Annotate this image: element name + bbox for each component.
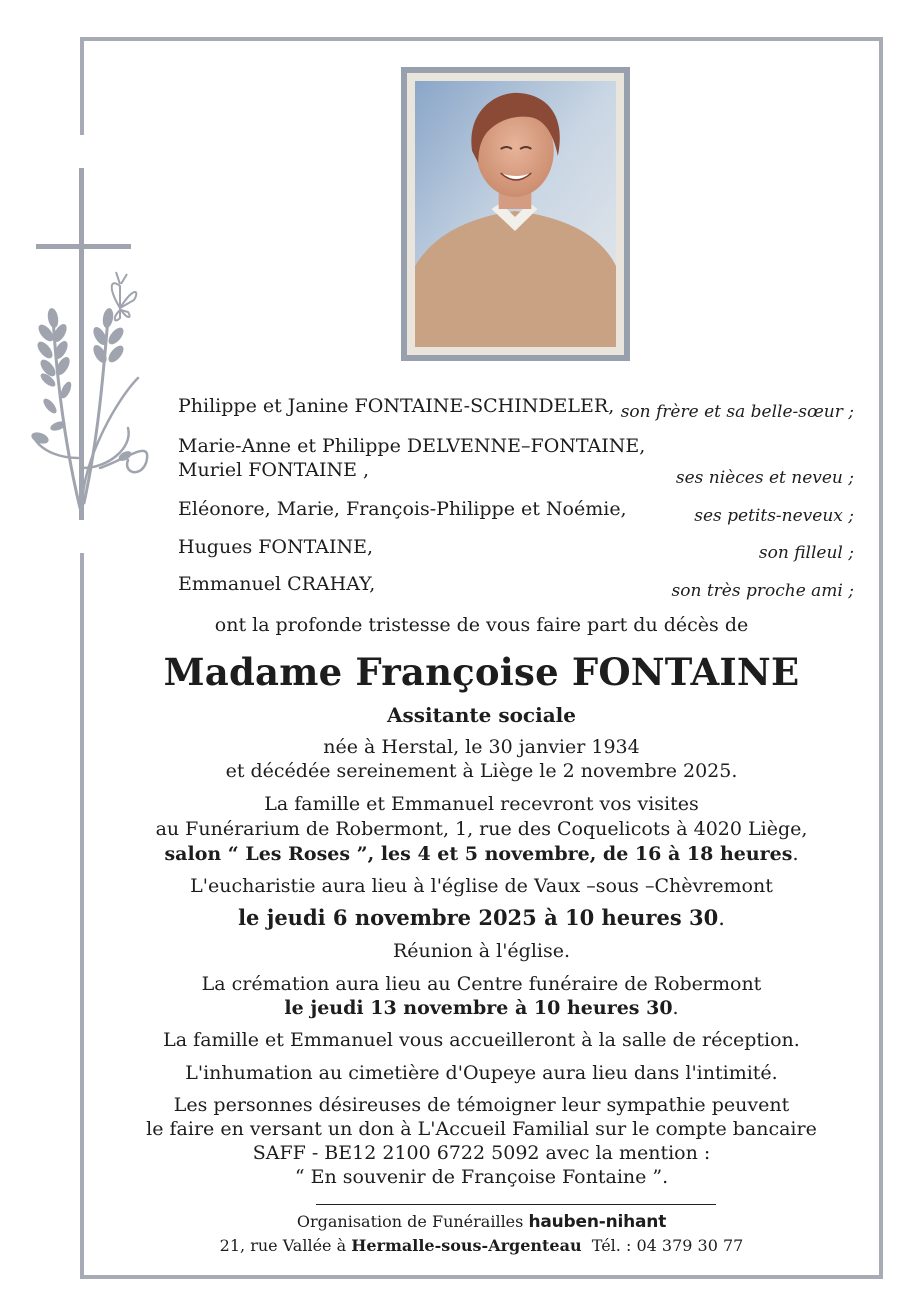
family-relation: son très proche ami ; [671, 581, 854, 601]
family-name-line: Marie-Anne et Philippe DELVENNE–FONTAINE, [178, 435, 646, 457]
visits-schedule-tail: . [792, 843, 799, 865]
deceased-profession: Assitante sociale [387, 703, 576, 727]
donation-line-2: le faire en versant un don à L'Accueil Familial sur le compte bancaire [146, 1118, 817, 1140]
death-info: et décédée sereinement à Liège le 2 novembre 2025. [225, 760, 738, 782]
footer-address-prefix: 21, rue Vallée à [219, 1236, 347, 1255]
footer-organisation [84, 1214, 879, 1231]
footer-town: Hermalle-sous-Argenteau [351, 1236, 582, 1255]
donation-line-1: Les personnes désireuses de témoigner leur sympathie peuvent [173, 1094, 790, 1116]
burial-line: L'inhumation au cimetière d'Oupeye aura lieu dans l'intimité. [185, 1062, 778, 1084]
footer-org-prefix: Organisation de Funérailles [296, 1212, 524, 1231]
frame-top-border [80, 37, 883, 41]
funeral-home-logo: hauben-nihant [528, 1212, 667, 1232]
frame-right-border [879, 37, 883, 1279]
cremation-date-tail: . [672, 997, 679, 1019]
cross-wheat-butterfly-icon [28, 168, 158, 528]
cremation-date-text: le jeudi 13 novembre à 10 heures 30 [284, 997, 673, 1019]
cremation-date [84, 999, 879, 1018]
family-name-line: Emmanuel CRAHAY, [178, 573, 376, 595]
family-name-line: Muriel FONTAINE , [178, 459, 370, 481]
footer-phone: Tél. : 04 379 30 77 [591, 1236, 744, 1255]
donation-line-3: SAFF - BE12 2100 6722 5092 avec la mention : [252, 1142, 711, 1164]
frame-bottom-border [80, 1275, 883, 1279]
cremation-line: La crémation aura lieu au Centre funéraire de Robermont [201, 973, 762, 995]
family-name-line: Hugues FONTAINE, [178, 536, 374, 558]
deceased-name: Madame Françoise FONTAINE [163, 650, 800, 694]
portrait-photo [415, 81, 616, 347]
visits-line-3 [84, 845, 879, 864]
portrait-frame [401, 67, 630, 361]
church-meeting: Réunion à l'église. [392, 940, 571, 962]
announcement-intro: ont la profonde tristesse de vous faire part du décès de [214, 614, 749, 636]
family-relation: son filleul ; [758, 543, 854, 563]
footer-divider [316, 1204, 716, 1205]
family-relation: son frère et sa belle-sœur ; [620, 402, 854, 422]
family-relation: ses nièces et neveu ; [675, 468, 854, 488]
family-name-line: Eléonore, Marie, François-Philippe et Noémie, [178, 498, 627, 520]
eucharist-date-tail: . [718, 906, 725, 930]
visits-schedule: salon “ Les Roses ”, les 4 et 5 novembre, de 16 à 18 heures [164, 843, 793, 865]
eucharist-line: L'eucharistie aura lieu à l'église de Vaux –sous –Chèvremont [190, 875, 773, 897]
visits-line-2: au Funérarium de Robermont, 1, rue des Coquelicots à 4020 Liège, [155, 818, 808, 840]
birth-info: née à Herstal, le 30 janvier 1934 [323, 736, 640, 758]
frame-left-border-upper [80, 37, 84, 135]
family-relation: ses petits-neveux ; [694, 506, 854, 526]
reception-line: La famille et Emmanuel vous accueilleront à la salle de réception. [163, 1029, 800, 1051]
visits-line-1: La famille et Emmanuel recevront vos visites [264, 793, 699, 815]
donation-line-4: “ En souvenir de Françoise Fontaine ”. [294, 1166, 669, 1188]
eucharist-date [84, 907, 879, 929]
family-name-line: Philippe et Janine FONTAINE-SCHINDELER, [178, 395, 615, 417]
eucharist-date-text: le jeudi 6 novembre 2025 à 10 heures 30 [238, 905, 719, 930]
footer-address [84, 1238, 879, 1254]
